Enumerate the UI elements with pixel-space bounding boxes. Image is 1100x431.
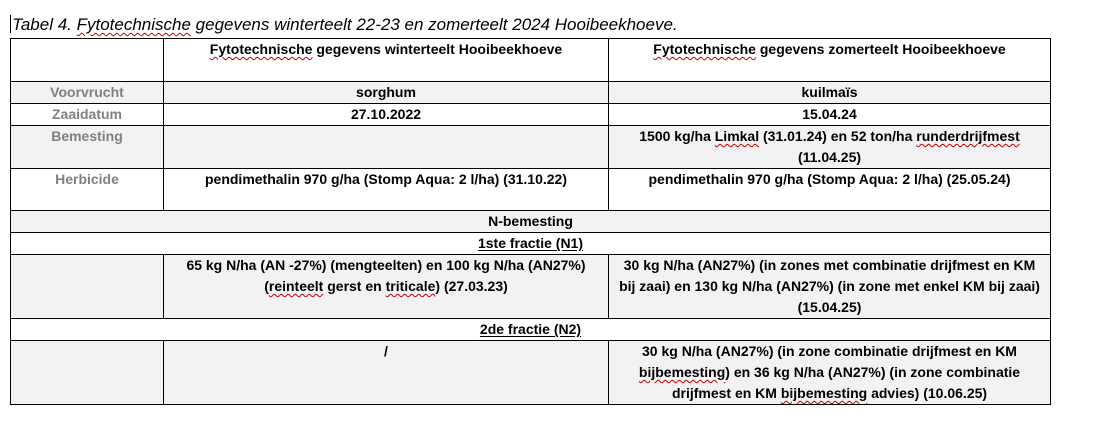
table-caption (10, 15, 678, 35)
summer-cell: kuilmaïs (609, 82, 1051, 104)
row-herbicide (11, 169, 1051, 211)
winter-cell: 65 kg N/ha (AN -27%) (mengteelten) en 100 kg N/ha (AN27%) (reinteelt gerst en triticale) (27.03.23) (164, 255, 609, 319)
summer-cell: 15.04.24 (609, 104, 1051, 126)
caption-text: gegevens winterteelt 22-23 en zomerteelt 2024 Hooibeekhoeve. (190, 15, 678, 34)
winter-cell: 27.10.2022 (164, 104, 609, 126)
caption-prefix: Tabel 4. (12, 15, 77, 34)
summer-cell: 30 kg N/ha (AN27%) (in zone combinatie drijfmest en KM bijbemesting) en 36 kg N/ha (AN27%) (in zone combinatie drijfmest en KM bijbemesting advies) (10.06.25) (609, 341, 1051, 405)
caption-spellcheck-word: Fytotechnische (76, 15, 191, 34)
row-voorvrucht (11, 82, 1051, 104)
text-cursor (10, 15, 11, 33)
winter-cell: pendimethalin 970 g/ha (Stomp Aqua: 2 l/ha) (31.10.22) (164, 169, 609, 211)
row-label: Herbicide (11, 169, 164, 211)
row-fraction1-title (11, 233, 1051, 255)
winter-cell (164, 126, 609, 169)
summer-cell: pendimethalin 970 g/ha (Stomp Aqua: 2 l/ha) (25.05.24) (609, 169, 1051, 211)
row-n-bemesting (11, 211, 1051, 233)
header-summer-cell: Fytotechnische gegevens zomerteelt Hooibeekhoeve (609, 39, 1051, 82)
header-row (11, 39, 1051, 82)
row-fraction1 (11, 255, 1051, 319)
winter-cell: / (164, 341, 609, 405)
fytotechnische-table (10, 38, 1051, 405)
row-label (11, 341, 164, 405)
n-bemesting-title: N-bemesting (11, 211, 1051, 233)
row-bemesting (11, 126, 1051, 169)
row-label (11, 255, 164, 319)
row-label: Bemesting (11, 126, 164, 169)
summer-cell: 1500 kg/ha Limkal (31.01.24) en 52 ton/ha runderdrijfmest (11.04.25) (609, 126, 1051, 169)
row-fraction2 (11, 341, 1051, 405)
summer-cell: 30 kg N/ha (AN27%) (in zones met combinatie drijfmest en KM bij zaai) en 130 kg N/ha (AN27%) (in zone met enkel KM bij zaai) (15.04.25) (609, 255, 1051, 319)
fraction1-title: 1ste fractie (N1) (11, 233, 1051, 255)
winter-cell: sorghum (164, 82, 609, 104)
fraction2-title: 2de fractie (N2) (11, 319, 1051, 341)
row-zaaidatum (11, 104, 1051, 126)
row-label: Zaaidatum (11, 104, 164, 126)
header-label-cell (11, 39, 164, 82)
row-label: Voorvrucht (11, 82, 164, 104)
header-winter-cell: Fytotechnische gegevens winterteelt Hooibeekhoeve (164, 39, 609, 82)
row-fraction2-title (11, 319, 1051, 341)
